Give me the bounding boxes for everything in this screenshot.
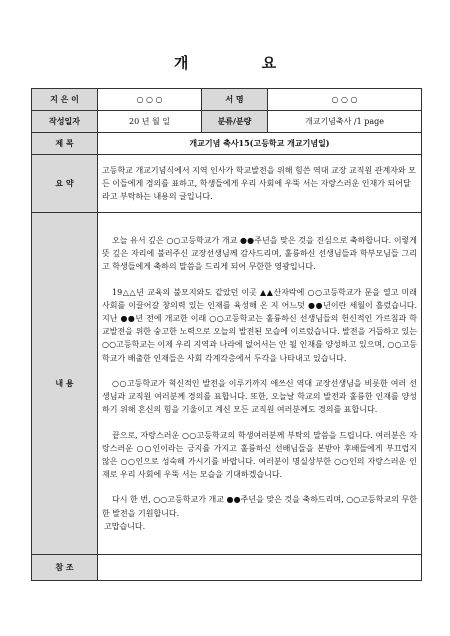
subject-value: 개교기념 축사15(고등학교 개교기념일)	[98, 133, 422, 155]
date-label: 작성일자	[32, 111, 98, 133]
category-value: 개교기념축사 /1 page	[268, 111, 422, 133]
author-row	[32, 89, 422, 111]
content-paragraph: ○○고등학교가 혁신적인 발전을 이루기까지 애쓰신 역대 교장선생님을 비롯한 여러 선생님과 교직원 여러분께 경의를 표합니다. 또한, 오늘날 학교의 발전과 훌륭한 인재를 양성하기 위해 혼신의 힘을 기울이고 계신 모든 교직원 여러분께도 경의를 표합니다.	[102, 378, 417, 415]
summary-text: 고등학교 개교기념식에서 지역 인사가 학교발전을 위해 힘쓴 역대 교장 교직원 관계자와 모든 이들에게 경의를 표하고, 학생들에게 우리 사회에 우뚝 서는 자랑스러운 인재가 되어달라고 부탁하는 내용의 글입니다.	[98, 155, 422, 213]
content-paragraph: 끝으로, 자랑스러운 ○○고등학교의 학생여러분께 부탁의 말씀을 드립니다. 여러분은 자랑스러운 ○○인이라는 긍지를 가지고 훌륭하신 선배님들을 본받아 후배들에게 부끄럽지 않은 ○○인으로 성숙해 가시기를 바랍니다. 여러분이 명실상부한 ○○인의 자랑스러운 인재로 우리 사회에 우뚝 서는 모습을 기대하겠습니다.	[102, 430, 417, 480]
reviewer-value: ○ ○ ○	[268, 89, 422, 111]
subject-label: 제 목	[32, 133, 98, 155]
content-paragraph: 오늘 유서 깊은 ○○고등학교가 개교 ●●주년을 맞은 것을 진심으로 축하합니다. 이렇게 뜻 깊은 자리에 불러주신 교장선생님께 감사드리며, 훌륭하신 선생님들과 학부모님들 그리고 학생들에게 축하의 말씀을 드리게 되어 무한한 영광입니다.	[102, 236, 417, 272]
content-paragraph: 다시 한 번, ○○고등학교가 개교 ●●주년을 맞은 것을 축하드리며, ○○고등학교의 무한한 발전을 기원합니다.	[102, 495, 417, 518]
page-title: 개 요	[173, 54, 311, 72]
reference-row	[32, 555, 422, 581]
content-body	[98, 213, 422, 555]
content-label: 내 용	[32, 213, 98, 555]
subject-row	[32, 133, 422, 155]
content-paragraph: 고맙습니다.	[104, 521, 146, 531]
date-row	[32, 111, 422, 133]
summary-row	[32, 155, 422, 213]
category-label: 분류/분량	[202, 111, 268, 133]
reviewer-label: 서 명	[202, 89, 268, 111]
document-form-table	[31, 88, 422, 581]
summary-label: 요 약	[32, 155, 98, 213]
author-value: ○ ○ ○	[98, 89, 202, 111]
reference-value	[98, 555, 422, 581]
content-row	[32, 213, 422, 555]
date-value: 20 년 월 일	[98, 111, 202, 133]
author-label: 지 은 이	[32, 89, 98, 111]
reference-label: 참 조	[32, 555, 98, 581]
content-paragraph: 19△△년 교육의 불모지와도 같았던 이곳 ▲▲산자락에 ○○고등학교가 문을 열고 미래 사회를 이끌어갈 창의력 있는 인재를 육성해 온 지 어느덧 ●●년이란 세월이 흘렀습니다. 지난 ●●년 전에 개교한 이래 ○○고등학교는 훌륭하신 선생님들의 헌신적인 가르침과 학교발전을 위한 숭고한 노력으로 오늘의 발전된 모습에 이르렀습니다. 발전을 거듭하고 있는 ○○고등학교는 이제 우리 지역과 나라에 없어서는 안 될 인재를 양성하고 있으며, ○○고등학교가 배출한 인재들은 사회 각계각층에서 두각을 나타내고 있습니다.	[102, 287, 417, 363]
